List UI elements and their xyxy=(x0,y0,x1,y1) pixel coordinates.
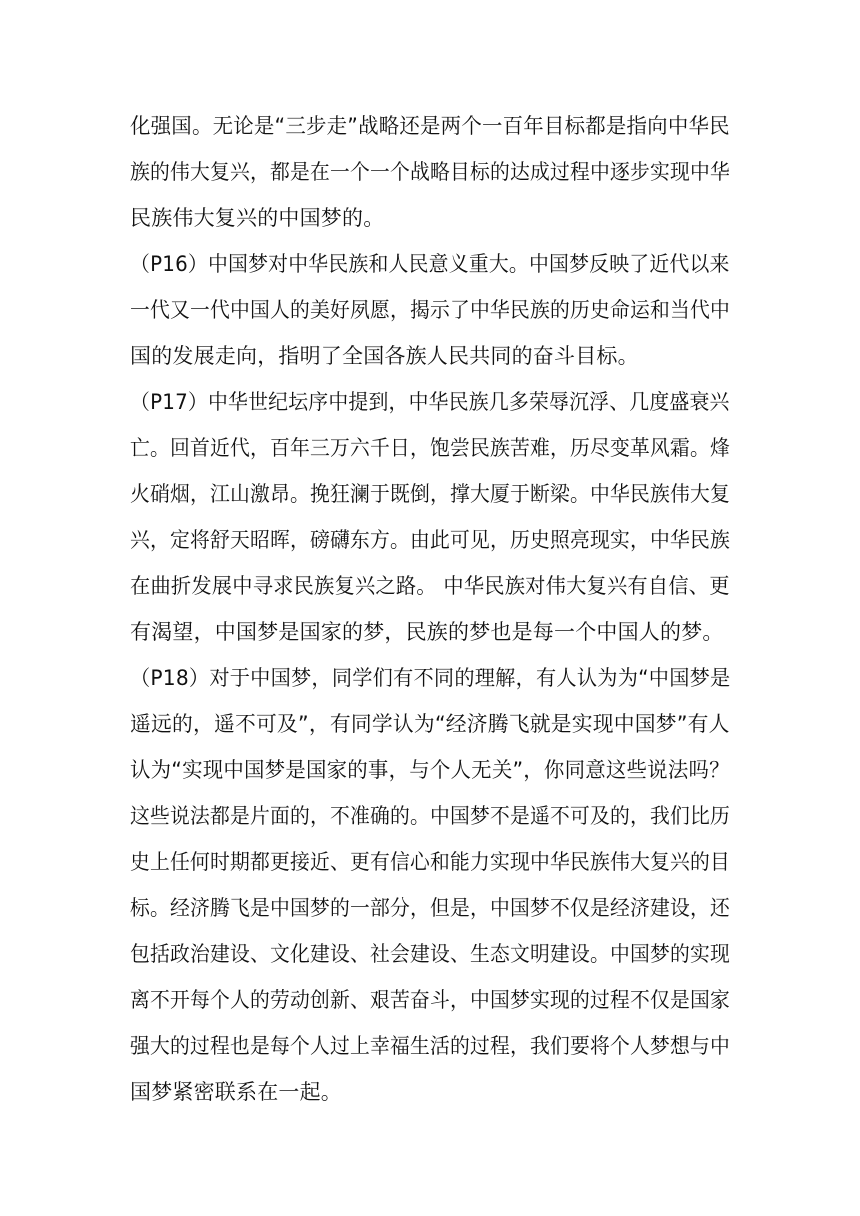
text-line: 遥远的，遥不可及”，有同学认为“经济腾飞就是实现中国梦”有人 xyxy=(130,712,730,736)
text-line: 国的发展走向，指明了全国各族人民共同的奋斗目标。 xyxy=(130,344,639,368)
text-line: 包括政治建设、文化建设、社会建设、生态文明建设。中国梦的实现 xyxy=(130,942,730,966)
text-line: 火硝烟，江山激昂。挽狂澜于既倒，撑大厦于断梁。中华民族伟大复 xyxy=(130,482,730,506)
text-line: 这些说法都是片面的，不准确的。中国梦不是遥不可及的，我们比历 xyxy=(130,804,730,828)
text-line: 有渴望，中国梦是国家的梦，民族的梦也是每一个中国人的梦。 xyxy=(130,620,724,644)
text-line: （P17）中华世纪坛序中提到，中华民族几多荣辱沉浮、几度盛衰兴 xyxy=(130,390,730,414)
text-line: 标。经济腾飞是中国梦的一部分，但是，中国梦不仅是经济建设，还 xyxy=(130,896,730,920)
text-line: （P18）对于中国梦，同学们有不同的理解，有人认为为“中国梦是 xyxy=(130,666,731,690)
text-line: 国梦紧密联系在一起。 xyxy=(130,1080,342,1104)
text-line: 认为“实现中国梦是国家的事，与个人无关”，你同意这些说法吗？ xyxy=(130,758,730,782)
text-line: 史上任何时期都更接近、更有信心和能力实现中华民族伟大复兴的目 xyxy=(130,850,730,874)
text-line: （P16）中国梦对中华民族和人民意义重大。中国梦反映了近代以来 xyxy=(130,252,730,276)
text-line: 离不开每个人的劳动创新、艰苦奋斗，中国梦实现的过程不仅是国家 xyxy=(130,988,730,1012)
text-line: 化强国。无论是“三步走”战略还是两个一百年目标都是指向中华民 xyxy=(130,114,730,138)
text-line: 亡。回首近代，百年三万六千日，饱尝民族苦难，历尽变革风霜。烽 xyxy=(130,436,730,460)
text-line: 强大的过程也是每个人过上幸福生活的过程，我们要将个人梦想与中 xyxy=(130,1034,730,1058)
text-line: 族的伟大复兴，都是在一个一个战略目标的达成过程中逐步实现中华 xyxy=(130,160,730,184)
text-line: 一代又一代中国人的美好夙愿，揭示了中华民族的历史命运和当代中 xyxy=(130,298,730,322)
text-line: 兴，定将舒天昭晖，磅礴东方。由此可见，历史照亮现实，中华民族 xyxy=(130,528,730,552)
text-line: 民族伟大复兴的中国梦的。 xyxy=(130,206,385,230)
text-line: 在曲折发展中寻求民族复兴之路。 中华民族对伟大复兴有自信、更 xyxy=(130,574,730,598)
